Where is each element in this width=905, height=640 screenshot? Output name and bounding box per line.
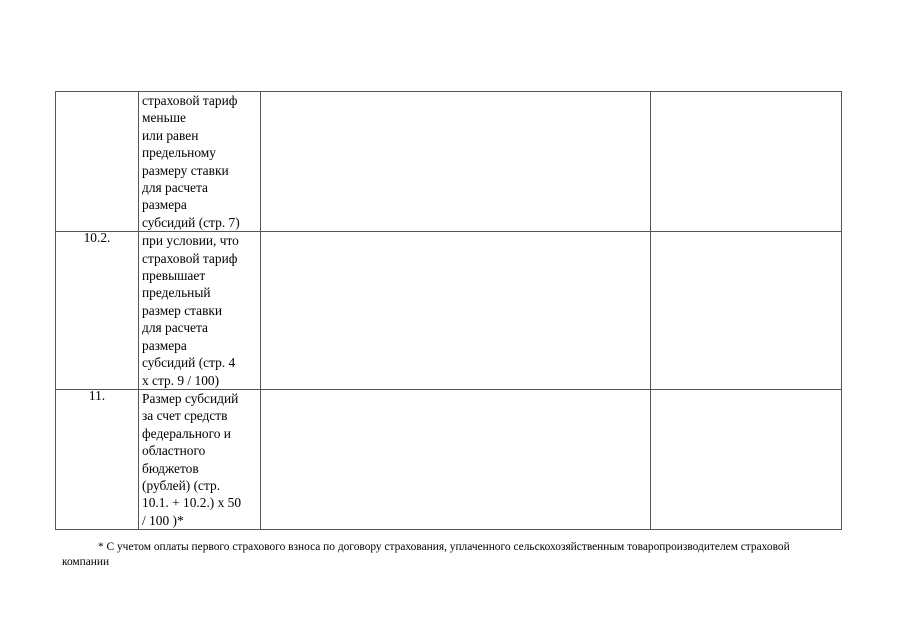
description-line: 10.1. + 10.2.) х 50 bbox=[142, 495, 242, 511]
empty-value-cell bbox=[651, 232, 842, 390]
row-description-cell bbox=[139, 389, 261, 529]
subsidy-table bbox=[55, 91, 842, 530]
row-number: 11. bbox=[88, 387, 106, 403]
description-line: размеру ставки bbox=[142, 162, 229, 178]
description-line: размера bbox=[142, 337, 187, 353]
description-line: субсидий (стр. 7) bbox=[142, 214, 240, 230]
description-line: федерального и bbox=[142, 425, 231, 441]
description-line: при условии, что bbox=[142, 233, 239, 249]
description-line: меньше bbox=[142, 110, 186, 126]
description-line: х стр. 9 / 100) bbox=[142, 372, 220, 388]
description-line: для расчета bbox=[142, 320, 208, 336]
description-line: за счет средств bbox=[142, 408, 228, 424]
description-line: предельному bbox=[142, 145, 216, 161]
table-row bbox=[56, 389, 842, 529]
footnote bbox=[62, 540, 842, 569]
row-number-cell bbox=[56, 232, 139, 390]
description-line: превышает bbox=[142, 268, 206, 284]
description-line: Размер субсидий bbox=[142, 390, 239, 406]
description-line: размера bbox=[142, 197, 187, 213]
description-line: страховой тариф bbox=[142, 93, 238, 108]
description-line: бюджетов bbox=[142, 460, 199, 476]
table-row bbox=[56, 232, 842, 390]
description-line: для расчета bbox=[142, 180, 208, 196]
empty-value-cell bbox=[651, 92, 842, 232]
row-description-cell bbox=[139, 232, 261, 390]
table-row bbox=[56, 92, 842, 232]
empty-value-cell bbox=[261, 232, 651, 390]
empty-value-cell bbox=[261, 92, 651, 232]
description-line: областного bbox=[142, 443, 206, 459]
description-line: субсидий (стр. 4 bbox=[142, 355, 236, 371]
footnote-line-2: компании bbox=[62, 555, 110, 568]
empty-value-cell bbox=[651, 389, 842, 529]
row-number-cell bbox=[56, 92, 139, 232]
footnote-line-1: * С учетом оплаты первого страхового взноса по договору страхования, уплаченного сельскохозяйственным товаропроизводителем страховой bbox=[98, 541, 790, 553]
description-line: размер ставки bbox=[142, 302, 223, 318]
row-number: 10.2. bbox=[83, 230, 111, 246]
empty-value-cell bbox=[261, 389, 651, 529]
row-number-cell bbox=[56, 389, 139, 529]
row-description-cell bbox=[139, 92, 261, 232]
description-line: или равен bbox=[142, 127, 199, 143]
description-line: (рублей) (стр. bbox=[142, 477, 221, 493]
description-line: страховой тариф bbox=[142, 250, 238, 266]
description-line: предельный bbox=[142, 285, 211, 301]
description-line: / 100 )* bbox=[142, 512, 184, 528]
